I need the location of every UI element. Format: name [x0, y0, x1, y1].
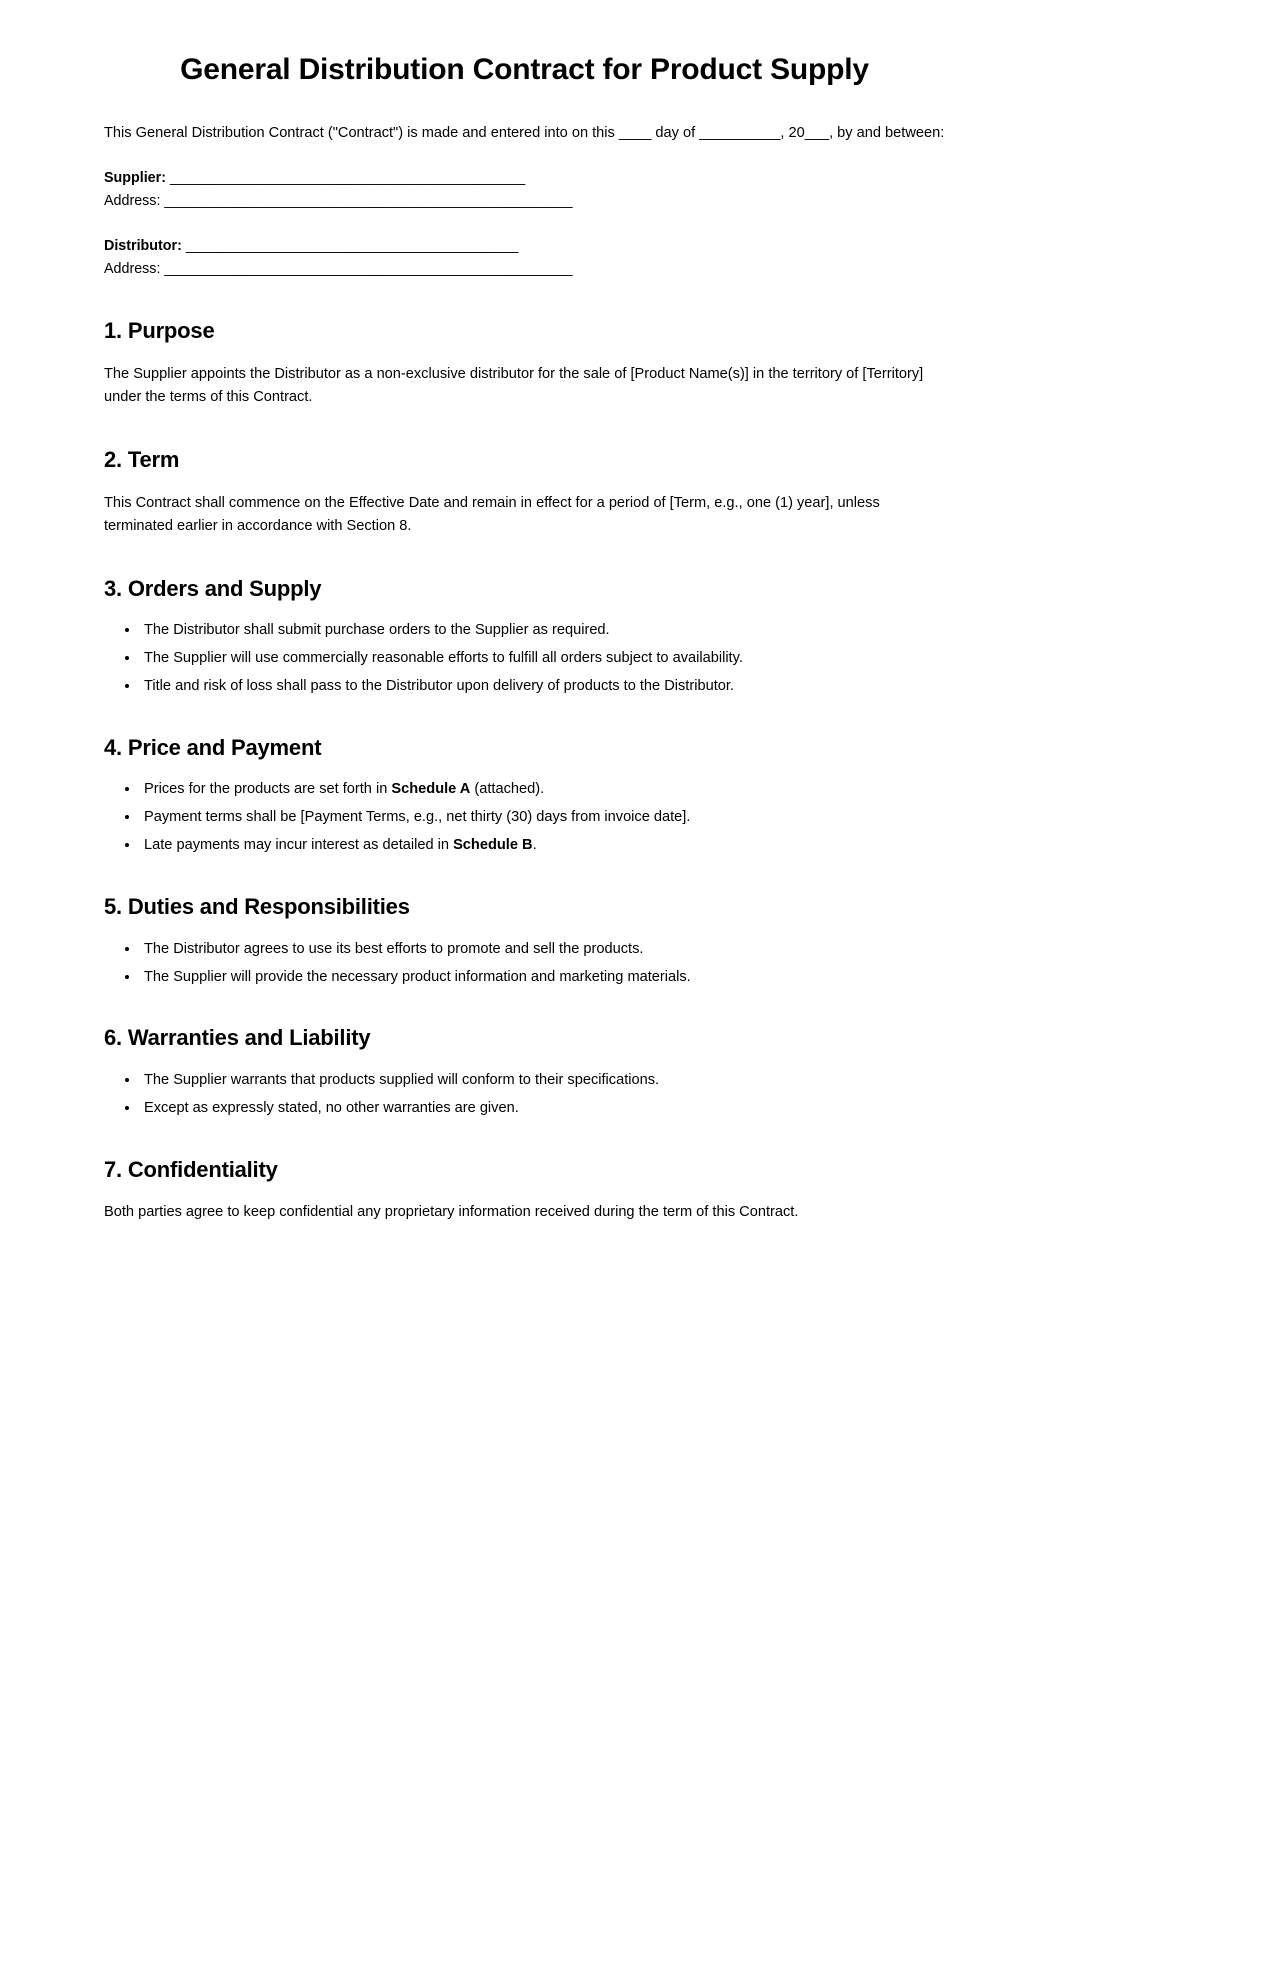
- list-item-text-pre: Prices for the products are set forth in: [144, 781, 392, 798]
- supplier-party-block: [104, 167, 945, 213]
- list-item-text-post: .: [532, 837, 537, 854]
- section-heading-6: 6. Warranties and Liability: [104, 1025, 371, 1051]
- page-title: General Distribution Contract for Product Supply: [180, 53, 869, 86]
- supplier-name-line: [104, 167, 945, 190]
- list-item: • Title and risk of loss shall pass to the Distributor upon delivery of products to the Distributor.: [140, 676, 945, 698]
- distributor-address-fill-rule[interactable]: ______________________________________________________: [164, 261, 573, 278]
- section-list-6: [104, 1070, 945, 1120]
- supplier-name-fill-rule[interactable]: _______________________________________________: [169, 169, 525, 186]
- section-heading-1: 1. Purpose: [104, 318, 215, 344]
- section-heading-5: 5. Duties and Responsibilities: [104, 894, 410, 920]
- schedule-b-reference: Schedule B: [453, 837, 533, 854]
- list-item-text-pre: Late payments may incur interest as detailed in: [144, 837, 454, 854]
- list-item: • The Supplier warrants that products supplied will conform to their specifications.: [140, 1070, 945, 1092]
- list-item: [140, 779, 945, 801]
- section-paragraph-7: Both parties agree to keep confidential any proprietary information received during the term of this Contract.: [104, 1204, 799, 1221]
- list-item: [140, 835, 945, 857]
- supplier-address-line: [104, 190, 945, 213]
- schedule-a-reference: Schedule A: [391, 781, 471, 798]
- intro-paragraph: This General Distribution Contract ("Contract") is made and entered into on this ____ day of __________, 20___, by and between:: [104, 125, 945, 141]
- distributor-name-line: [104, 235, 945, 258]
- section-heading-4: 4. Price and Payment: [104, 734, 322, 760]
- list-item: • The Supplier will use commercially reasonable efforts to fulfill all orders subject to availability.: [140, 648, 945, 670]
- list-item: • The Distributor agrees to use its best efforts to promote and sell the products.: [140, 939, 945, 961]
- supplier-label: Supplier:: [104, 169, 166, 186]
- list-item: • Except as expressly stated, no other warranties are given.: [140, 1098, 945, 1120]
- list-item: • The Supplier will provide the necessary product information and marketing materials.: [140, 967, 945, 989]
- section-list-4: [104, 779, 945, 857]
- list-item-text-pre: Payment terms shall be [Payment Terms, e.g., net thirty (30) days from invoice date].: [144, 809, 691, 826]
- list-item-text-post: (attached).: [470, 781, 545, 798]
- section-list-3: [104, 620, 945, 698]
- supplier-address-fill-rule[interactable]: ______________________________________________________: [164, 192, 573, 209]
- section-paragraph-1: The Supplier appoints the Distributor as a non-exclusive distributor for the sale of [Product Name(s)] in the territory of [Territory] under the terms of this Contract.: [104, 365, 924, 406]
- section-heading-7: 7. Confidentiality: [104, 1156, 278, 1182]
- list-item: • The Distributor shall submit purchase orders to the Supplier as required.: [140, 620, 945, 642]
- section-list-5: [104, 939, 945, 989]
- distributor-name-fill-rule[interactable]: ____________________________________________: [185, 237, 519, 254]
- section-paragraph-2: This Contract shall commence on the Effective Date and remain in effect for a period of [Term, e.g., one (1) year], unless terminated earlier in accordance with Section 8.: [104, 494, 880, 535]
- distributor-address-label: Address:: [104, 261, 161, 278]
- section-heading-2: 2. Term: [104, 447, 180, 473]
- list-item: [140, 807, 945, 829]
- section-heading-3: 3. Orders and Supply: [104, 575, 322, 601]
- supplier-address-label: Address:: [104, 192, 161, 209]
- distributor-label: Distributor:: [104, 237, 182, 254]
- distributor-party-block: [104, 235, 945, 281]
- distributor-address-line: [104, 258, 945, 281]
